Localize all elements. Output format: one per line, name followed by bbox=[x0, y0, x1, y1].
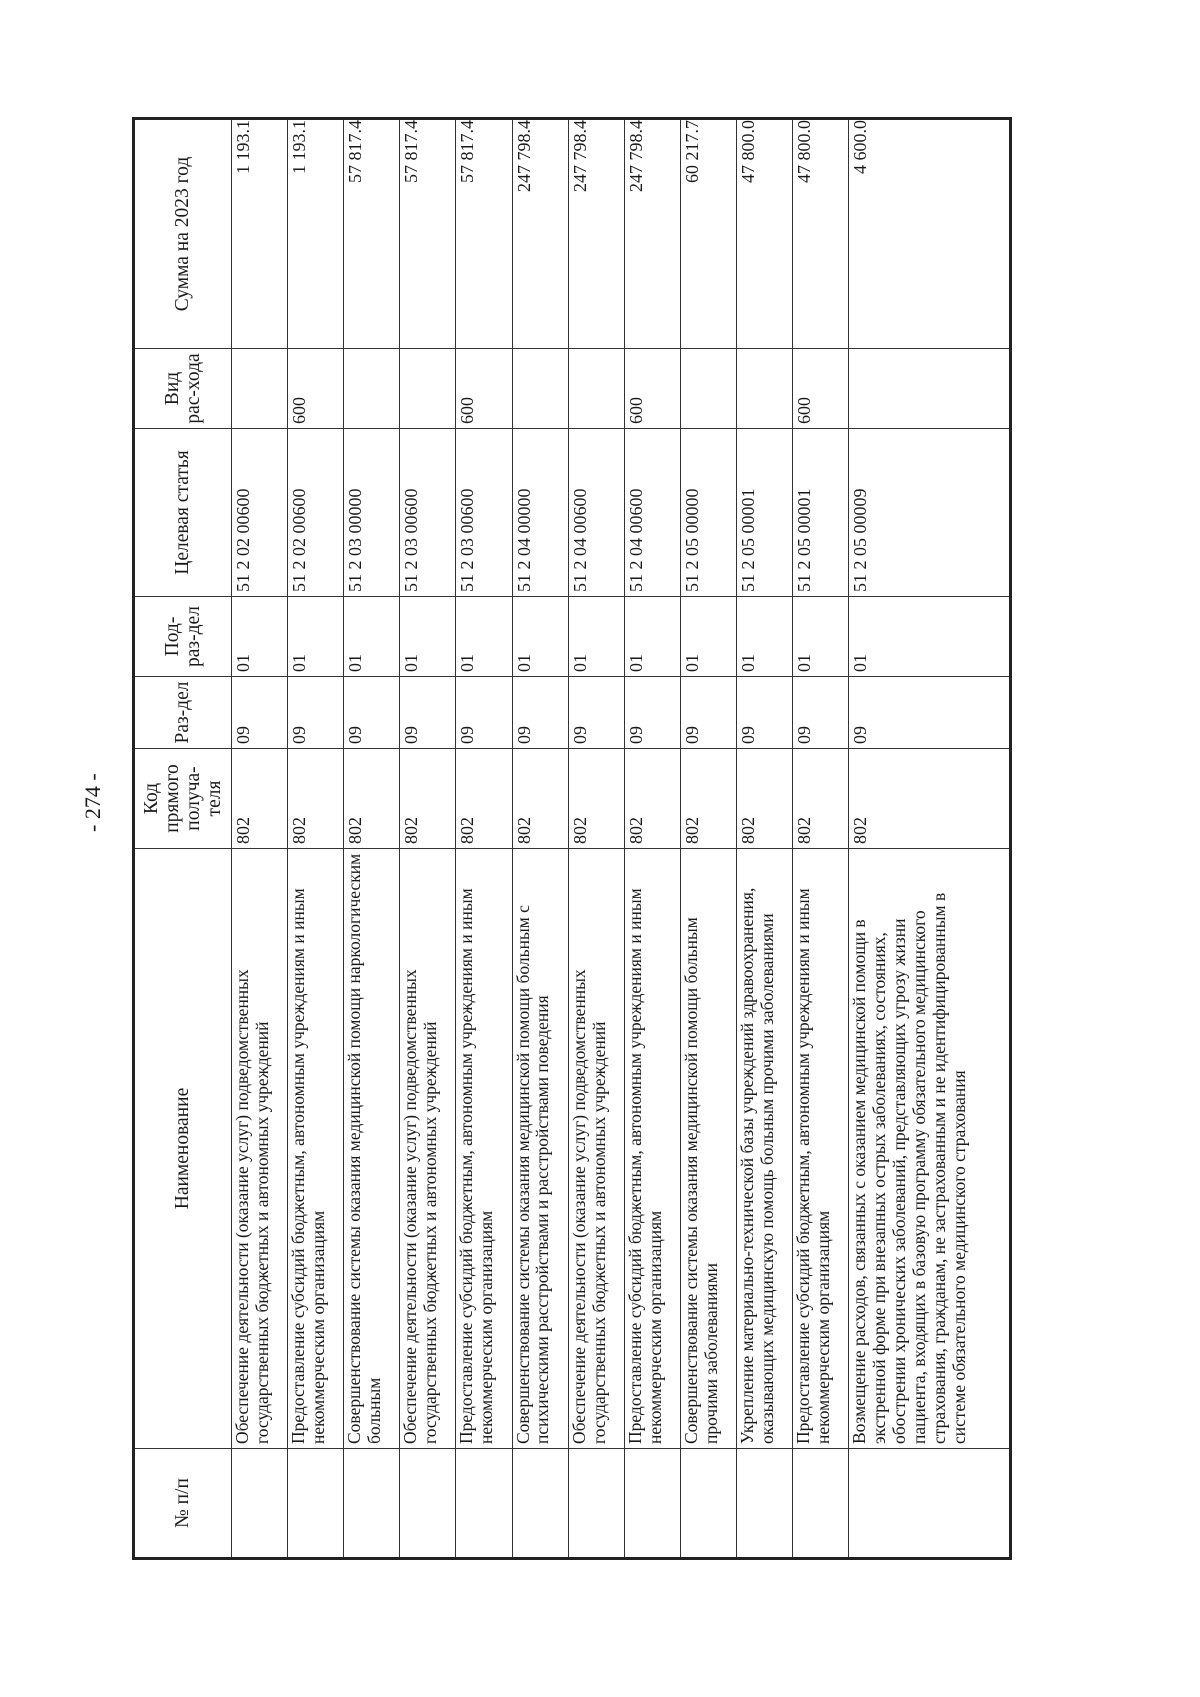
cell-name: Обеспечение деятельности (оказание услуг) подведомственных государственных бюджетных и автономных учреждений bbox=[232, 849, 288, 1449]
cell-sum: 247 798.4 bbox=[512, 119, 568, 349]
cell-code: 802 bbox=[512, 749, 568, 849]
cell-subsection: 01 bbox=[456, 597, 512, 677]
budget-table bbox=[132, 117, 1012, 1560]
cell-name: Укрепление материально-технической базы учреждений здравоохранения, оказывающих медицинскую помощь больным прочими заболеваниями bbox=[736, 849, 792, 1449]
cell-num bbox=[568, 1449, 624, 1559]
table-row bbox=[400, 119, 456, 1559]
header-section: Раз-дел bbox=[134, 677, 232, 749]
cell-sum: 1 193.1 bbox=[288, 119, 344, 349]
cell-section: 09 bbox=[568, 677, 624, 749]
cell-name: Обеспечение деятельности (оказание услуг) подведомственных государственных бюджетных и автономных учреждений bbox=[400, 849, 456, 1449]
cell-subsection: 01 bbox=[849, 597, 1011, 677]
cell-subsection: 01 bbox=[793, 597, 849, 677]
cell-section: 09 bbox=[456, 677, 512, 749]
table-header-row bbox=[134, 119, 232, 1559]
cell-section: 09 bbox=[344, 677, 400, 749]
table-row bbox=[288, 119, 344, 1559]
cell-section: 09 bbox=[624, 677, 680, 749]
cell-target: 51 2 05 00009 bbox=[849, 429, 1011, 597]
cell-sum: 247 798.4 bbox=[624, 119, 680, 349]
cell-code: 802 bbox=[400, 749, 456, 849]
cell-section: 09 bbox=[849, 677, 1011, 749]
cell-target: 51 2 03 00600 bbox=[400, 429, 456, 597]
cell-section: 09 bbox=[288, 677, 344, 749]
cell-expense: 600 bbox=[288, 349, 344, 429]
table-row bbox=[232, 119, 288, 1559]
table-row bbox=[344, 119, 400, 1559]
cell-expense bbox=[512, 349, 568, 429]
cell-code: 802 bbox=[344, 749, 400, 849]
cell-expense bbox=[400, 349, 456, 429]
cell-name: Предоставление субсидий бюджетным, автономным учреждениям и иным некоммерческим организациям bbox=[456, 849, 512, 1449]
cell-sum: 57 817.4 bbox=[456, 119, 512, 349]
cell-code: 802 bbox=[456, 749, 512, 849]
cell-name: Предоставление субсидий бюджетным, автономным учреждениям и иным некоммерческим организациям bbox=[624, 849, 680, 1449]
cell-subsection: 01 bbox=[400, 597, 456, 677]
header-subsection: Под-раз-дел bbox=[134, 597, 232, 677]
cell-expense bbox=[232, 349, 288, 429]
header-target: Целевая статья bbox=[134, 429, 232, 597]
cell-target: 51 2 05 00001 bbox=[793, 429, 849, 597]
cell-section: 09 bbox=[736, 677, 792, 749]
cell-name: Совершенствование системы оказания медицинской помощи больным с психическими расстройствами и расстройствами поведения bbox=[512, 849, 568, 1449]
cell-subsection: 01 bbox=[232, 597, 288, 677]
cell-target: 51 2 03 00000 bbox=[344, 429, 400, 597]
table-row bbox=[512, 119, 568, 1559]
table-row bbox=[680, 119, 736, 1559]
cell-target: 51 2 05 00001 bbox=[736, 429, 792, 597]
cell-num bbox=[793, 1449, 849, 1559]
cell-section: 09 bbox=[680, 677, 736, 749]
cell-subsection: 01 bbox=[344, 597, 400, 677]
cell-expense bbox=[680, 349, 736, 429]
header-code: Код прямого получа-теля bbox=[134, 749, 232, 849]
header-num: № п/п bbox=[134, 1449, 232, 1559]
cell-num bbox=[400, 1449, 456, 1559]
cell-target: 51 2 03 00600 bbox=[456, 429, 512, 597]
cell-expense bbox=[568, 349, 624, 429]
cell-code: 802 bbox=[624, 749, 680, 849]
cell-subsection: 01 bbox=[568, 597, 624, 677]
table-row bbox=[456, 119, 512, 1559]
cell-name: Предоставление субсидий бюджетным, автономным учреждениям и иным некоммерческим организациям bbox=[288, 849, 344, 1449]
cell-section: 09 bbox=[232, 677, 288, 749]
cell-code: 802 bbox=[793, 749, 849, 849]
cell-code: 802 bbox=[680, 749, 736, 849]
cell-section: 09 bbox=[512, 677, 568, 749]
cell-expense: 600 bbox=[793, 349, 849, 429]
cell-code: 802 bbox=[288, 749, 344, 849]
cell-expense bbox=[736, 349, 792, 429]
cell-section: 09 bbox=[400, 677, 456, 749]
cell-name: Совершенствование системы оказания медицинской помощи больным прочими заболеваниями bbox=[680, 849, 736, 1449]
cell-name: Возмещение расходов, связанных с оказанием медицинской помощи в экстренной форме при внезапных острых заболеваниях, состояниях, обострении хронических заболеваний, представляющих угрозу жизни пациента, входящих в базовую программу обязательного медицинского страхования, гражданам, не застрахованным и не идентифицированным в системе обязательного медицинского страхования bbox=[849, 849, 1011, 1449]
cell-code: 802 bbox=[568, 749, 624, 849]
cell-expense: 600 bbox=[456, 349, 512, 429]
cell-subsection: 01 bbox=[512, 597, 568, 677]
cell-sum: 247 798.4 bbox=[568, 119, 624, 349]
cell-target: 51 2 02 00600 bbox=[288, 429, 344, 597]
header-expense: Вид рас-хода bbox=[134, 349, 232, 429]
cell-sum: 47 800.0 bbox=[793, 119, 849, 349]
rotated-table-container bbox=[132, 120, 1012, 1560]
cell-num bbox=[456, 1449, 512, 1559]
cell-num bbox=[288, 1449, 344, 1559]
header-sum: Сумма на 2023 год bbox=[134, 119, 232, 349]
cell-sum: 60 217.7 bbox=[680, 119, 736, 349]
cell-code: 802 bbox=[232, 749, 288, 849]
cell-target: 51 2 02 00600 bbox=[232, 429, 288, 597]
cell-num bbox=[344, 1449, 400, 1559]
cell-code: 802 bbox=[849, 749, 1011, 849]
header-name: Наименование bbox=[134, 849, 232, 1449]
cell-sum: 57 817.4 bbox=[400, 119, 456, 349]
table-row bbox=[624, 119, 680, 1559]
table-row bbox=[568, 119, 624, 1559]
cell-name: Совершенствование системы оказания медицинской помощи наркологическим больным bbox=[344, 849, 400, 1449]
cell-num bbox=[624, 1449, 680, 1559]
table-row bbox=[793, 119, 849, 1559]
cell-subsection: 01 bbox=[624, 597, 680, 677]
cell-target: 51 2 04 00000 bbox=[512, 429, 568, 597]
table-body bbox=[232, 119, 1011, 1559]
cell-num bbox=[512, 1449, 568, 1559]
cell-subsection: 01 bbox=[736, 597, 792, 677]
cell-sum: 47 800.0 bbox=[736, 119, 792, 349]
table-row bbox=[736, 119, 792, 1559]
cell-target: 51 2 04 00600 bbox=[568, 429, 624, 597]
table-row bbox=[849, 119, 1011, 1559]
cell-subsection: 01 bbox=[680, 597, 736, 677]
cell-expense bbox=[344, 349, 400, 429]
cell-code: 802 bbox=[736, 749, 792, 849]
cell-num bbox=[232, 1449, 288, 1559]
page-number: - 274 - bbox=[80, 773, 105, 832]
cell-section: 09 bbox=[793, 677, 849, 749]
cell-name: Обеспечение деятельности (оказание услуг) подведомственных государственных бюджетных и автономных учреждений bbox=[568, 849, 624, 1449]
cell-num bbox=[736, 1449, 792, 1559]
cell-name: Предоставление субсидий бюджетным, автономным учреждениям и иным некоммерческим организациям bbox=[793, 849, 849, 1449]
cell-target: 51 2 04 00600 bbox=[624, 429, 680, 597]
cell-target: 51 2 05 00000 bbox=[680, 429, 736, 597]
cell-expense: 600 bbox=[624, 349, 680, 429]
cell-sum: 4 600.0 bbox=[849, 119, 1011, 349]
cell-num bbox=[849, 1449, 1011, 1559]
cell-expense bbox=[849, 349, 1011, 429]
cell-num bbox=[680, 1449, 736, 1559]
cell-sum: 57 817.4 bbox=[344, 119, 400, 349]
cell-subsection: 01 bbox=[288, 597, 344, 677]
cell-sum: 1 193.1 bbox=[232, 119, 288, 349]
